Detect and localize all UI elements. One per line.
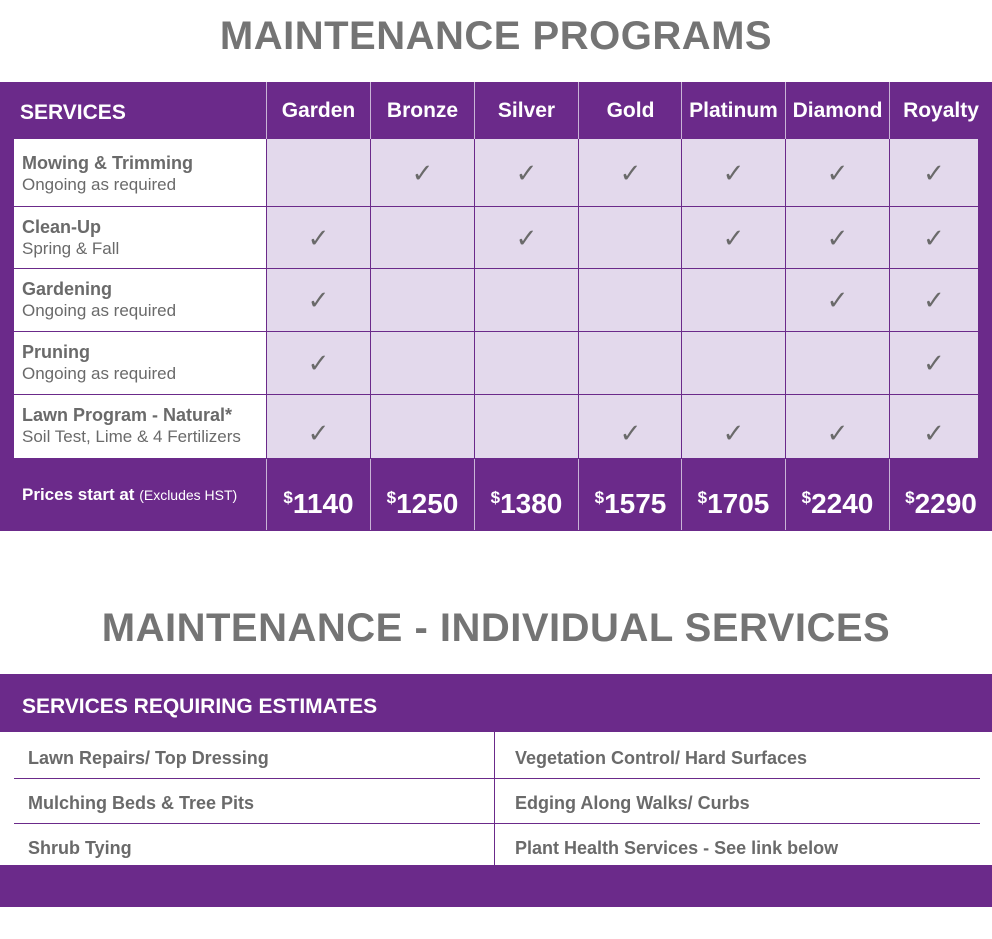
check-cell [681,207,785,269]
price-bronze [370,459,474,530]
price-label-text: Prices start at [22,485,135,504]
price-royalty [889,459,992,530]
column-header-diamond: Diamond [785,82,889,139]
column-header-royalty: Royalty [889,82,992,139]
checkmark-icon: ✓ [307,348,330,378]
currency-symbol: $ [386,488,397,507]
row-divider [14,823,980,824]
check-cell [578,395,682,459]
check-cell [474,332,578,395]
estimate-service-item: Mulching Beds & Tree Pits [28,793,255,813]
service-row-label [14,139,266,207]
checkmark-icon: ✓ [722,418,745,448]
column-header-gold: Gold [578,82,682,139]
checkmark-icon: ✓ [826,285,849,315]
row-divider [14,778,980,779]
check-cell [889,269,978,332]
checkmark-icon: ✓ [307,223,330,253]
checkmark-icon: ✓ [826,418,849,448]
checkmark-icon: ✓ [923,348,945,378]
service-frequency: Spring & Fall [22,239,120,258]
price-value: 2290 [914,488,977,519]
check-cell [785,207,889,269]
checkmark-icon: ✓ [826,223,849,253]
services-header: SERVICES [20,101,126,124]
checkmark-icon: ✓ [619,418,642,448]
checkmark-icon: ✓ [411,158,434,188]
price-diamond [785,459,889,530]
programs-table [0,82,992,531]
check-cell [578,139,682,207]
check-cell [474,207,578,269]
check-cell [370,139,474,207]
check-cell [474,269,578,332]
individual-services-title: MAINTENANCE - INDIVIDUAL SERVICES [101,606,891,650]
currency-symbol: $ [905,488,915,507]
column-header-silver: Silver [474,82,578,139]
column-divider [494,732,495,865]
check-cell [681,139,785,207]
checkmark-icon: ✓ [923,418,945,448]
checkmark-icon: ✓ [722,223,745,253]
individual-services-table [0,674,992,907]
price-garden [266,459,370,530]
check-cell [266,269,370,332]
service-row-label [14,269,266,332]
service-row-label [14,207,266,269]
check-cell [889,332,978,395]
check-cell [681,269,785,332]
service-name: Mowing & Trimming [22,153,193,173]
estimate-service-item: Vegetation Control/ Hard Surfaces [515,748,808,768]
estimates-header: SERVICES REQUIRING ESTIMATES [22,695,378,718]
estimate-service-item: Plant Health Services - See link below [515,838,839,858]
service-frequency: Ongoing as required [22,364,177,383]
price-silver [474,459,578,530]
check-cell [474,139,578,207]
price-label [22,480,237,530]
price-value: 1250 [396,488,459,519]
check-cell [889,207,978,269]
estimate-service-item: Lawn Repairs/ Top Dressing [28,748,269,768]
price-note: (Excludes HST) [139,487,238,503]
column-header-garden: Garden [266,82,370,139]
service-frequency: Soil Test, Lime & 4 Fertilizers [22,427,241,446]
price-value: 2240 [811,488,874,519]
programs-title: MAINTENANCE PROGRAMS [219,14,773,58]
currency-symbol: $ [801,488,812,507]
check-cell [889,395,978,459]
service-name: Clean-Up [22,217,102,237]
check-cell [370,207,474,269]
service-row-label [14,332,266,395]
check-cell [785,332,889,395]
check-cell [474,395,578,459]
checkmark-icon: ✓ [923,158,945,188]
service-name: Pruning [22,342,90,362]
checkmark-icon: ✓ [826,158,849,188]
checkmark-icon: ✓ [515,223,538,253]
service-row-label [14,395,266,459]
check-cell [681,395,785,459]
price-value: 1705 [707,488,770,519]
check-cell [370,332,474,395]
check-cell [370,269,474,332]
price-value: 1575 [604,488,667,519]
column-header-platinum: Platinum [681,82,785,139]
check-cell [785,269,889,332]
check-cell [266,207,370,269]
checkmark-icon: ✓ [515,158,538,188]
currency-symbol: $ [283,488,293,507]
estimate-service-item: Edging Along Walks/ Curbs [515,793,750,813]
checkmark-icon: ✓ [619,158,642,188]
checkmark-icon: ✓ [307,418,330,448]
check-cell [681,332,785,395]
currency-symbol: $ [490,488,501,507]
check-cell [889,139,978,207]
checkmark-icon: ✓ [722,158,745,188]
check-cell [266,395,370,459]
check-cell [785,139,889,207]
column-header-bronze: Bronze [370,82,474,139]
price-platinum [681,459,785,530]
checkmark-icon: ✓ [923,285,945,315]
price-gold [578,459,682,530]
service-frequency: Ongoing as required [22,175,177,194]
checkmark-icon: ✓ [923,223,945,253]
check-cell [370,395,474,459]
check-cell [578,207,682,269]
checkmark-icon: ✓ [307,285,330,315]
check-cell [266,332,370,395]
service-name: Lawn Program - Natural* [22,405,233,425]
check-cell [578,269,682,332]
service-name: Gardening [22,279,113,299]
service-frequency: Ongoing as required [22,301,177,320]
currency-symbol: $ [594,488,605,507]
price-value: 1380 [500,488,563,519]
estimate-service-item: Shrub Tying [28,838,132,858]
check-cell [266,139,370,207]
price-value: 1140 [292,488,354,519]
individual-services-body [0,732,992,865]
check-cell [578,332,682,395]
currency-symbol: $ [697,488,708,507]
check-cell [785,395,889,459]
